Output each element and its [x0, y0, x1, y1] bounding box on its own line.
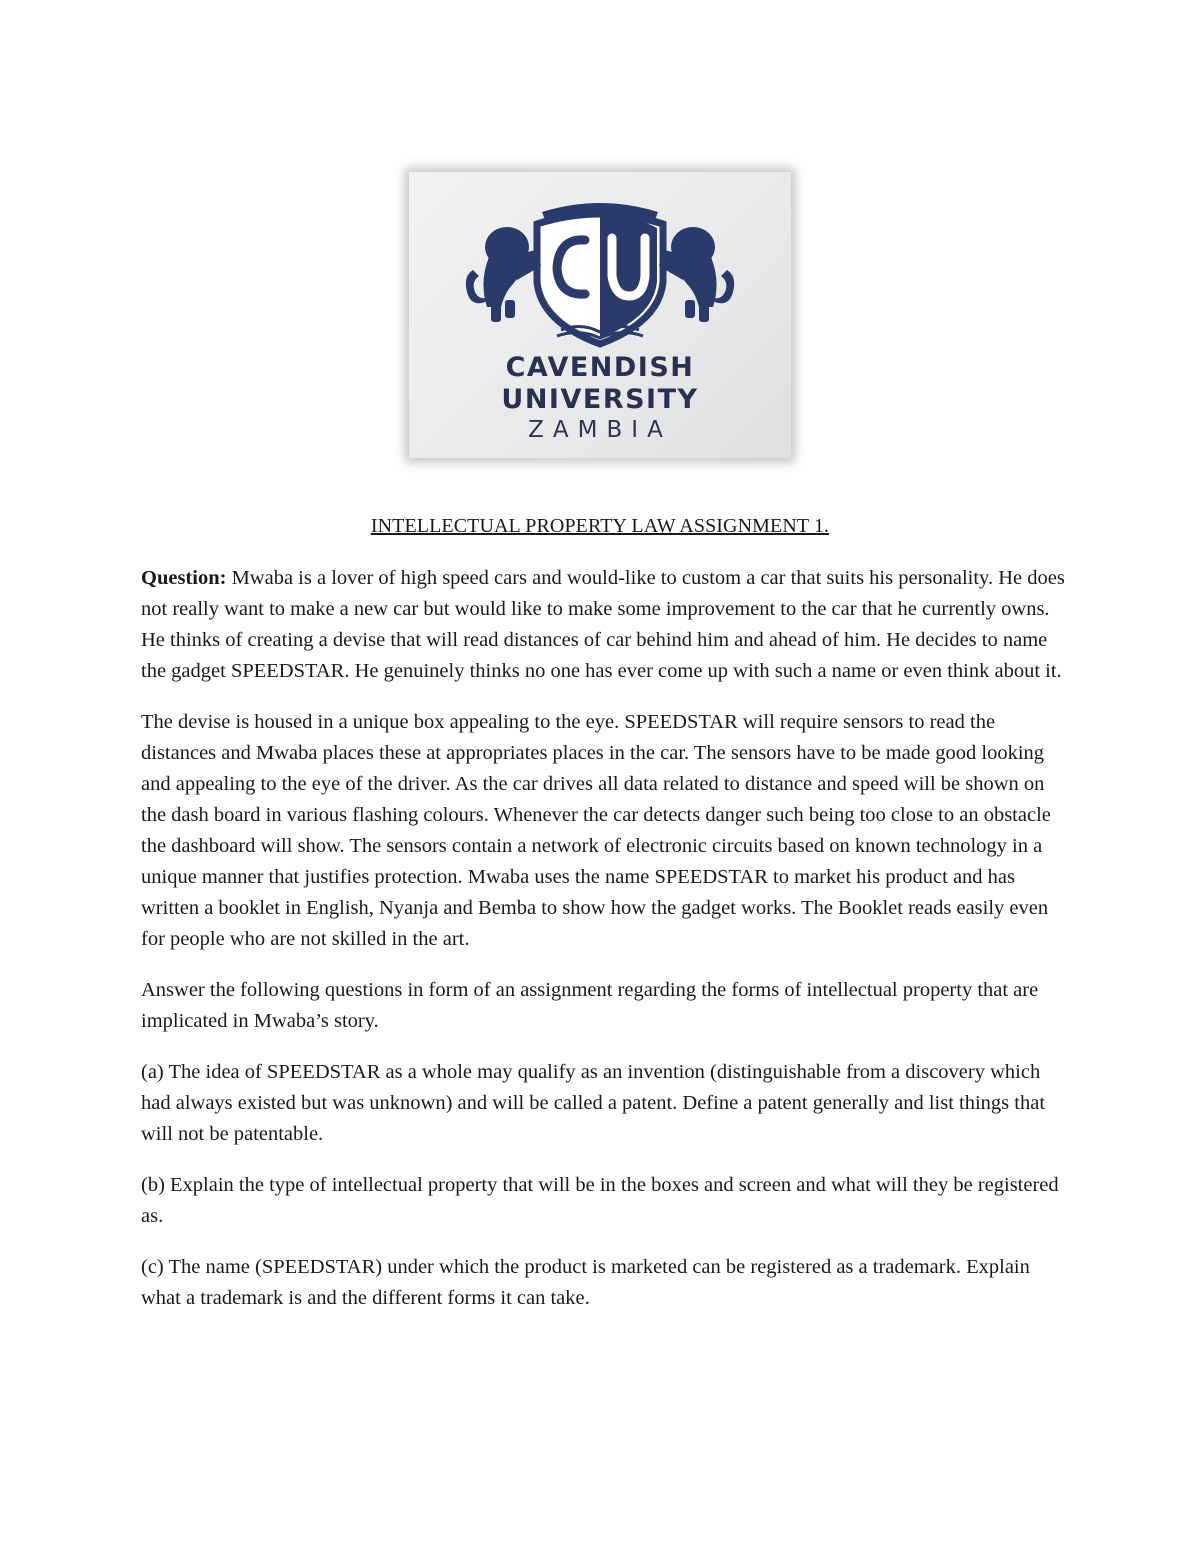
logo-line-university: UNIVERSITY	[501, 384, 699, 415]
logo-line-cavendish: CAVENDISH	[505, 352, 695, 383]
question-item-a: (a) The idea of SPEEDSTAR as a whole may qualify as an invention (distinguishable from a discovery which had always existed but was unknown) and will be called a patent. Define a patent generally and list things that will not be patentable.	[141, 1061, 1046, 1145]
document-title: INTELLECTUAL PROPERTY LAW ASSIGNMENT 1.	[370, 515, 830, 537]
document-body	[141, 563, 1066, 1334]
question-label: Question:	[141, 567, 227, 589]
university-logo	[409, 172, 791, 458]
instructions-paragraph: Answer the following questions in form of an assignment regarding the forms of intellectual property that are implicated in Mwaba’s story.	[141, 979, 1039, 1032]
question-paragraph	[141, 563, 1066, 687]
scenario-paragraph: The devise is housed in a unique box appealing to the eye. SPEEDSTAR will require sensors to read the distances and Mwaba places these at appropriates places in the car. The sensors have to be made good looking and appealing to the eye of the driver. As the car drives all data related to distance and speed will be shown on the dash board in various flashing colours. Whenever the car detects danger such being too close to an obstacle the dashboard will show. The sensors contain a network of electronic circuits based on known technology in a unique manner that justifies protection. Mwaba uses the name SPEEDSTAR to market his product and has written a booklet in English, Nyanja and Bemba to show how the gadget works. The Booklet reads easily even for people who are not skilled in the art.	[141, 711, 1051, 950]
question-item-b: (b) Explain the type of intellectual property that will be in the boxes and screen and what will they be registered as.	[141, 1174, 1059, 1227]
question-text: Mwaba is a lover of high speed cars and would-like to custom a car that suits his personality. He does not really want to make a new car but would like to make some improvement to the car that he currently owns. He thinks of creating a devise that will read distances of car behind him and ahead of him. He decides to name the gadget SPEEDSTAR. He genuinely thinks no one has ever come up with such a name or even think about it.	[141, 567, 1065, 682]
logo-line-zambia: ZAMBIA	[528, 417, 672, 443]
question-item-c: (c) The name (SPEEDSTAR) under which the product is marketed can be registered as a trademark. Explain what a trademark is and the different forms it can take.	[141, 1256, 1030, 1309]
crest-emblem-icon	[409, 172, 791, 458]
